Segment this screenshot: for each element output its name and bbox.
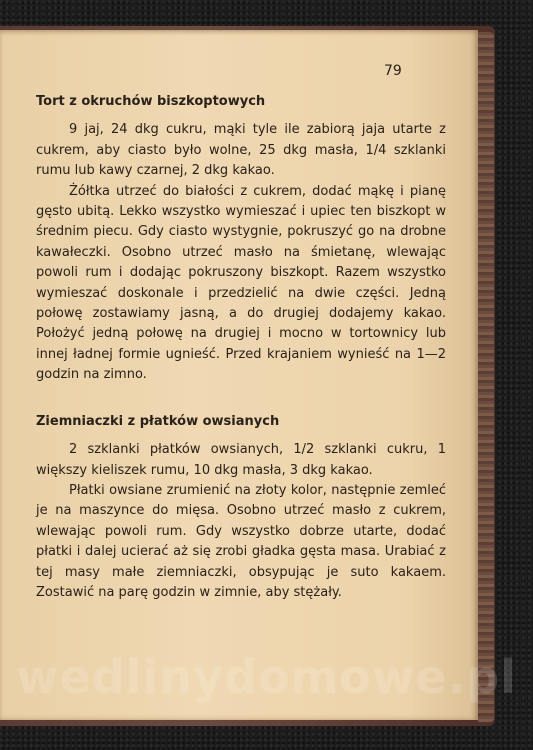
watermark-text: wedlinydomowe.pl: [16, 650, 517, 704]
recipe-title-2: Ziemniaczki z płatków owsianych: [36, 413, 280, 429]
recipe-2-ingredients: 2 szklanki płatków owsianych, 1/2 szklanki cukru, 1 większy kieliszek rumu, 10 dkg masła, 3 dkg kakao.: [36, 442, 446, 478]
book-page-edges: [478, 32, 494, 722]
recipe-2-instructions: Płatki owsiane zrumienić na złoty kolor, następnie zemleć je na maszynce do mięsa. Osobno utrzeć masło z cukrem, wlewając powoli rum. Gdy wszystko dobrze utarte, dodać płatki i dalej ucierać aż się zrobi gładka gęsta masa. Urabiać z tej masy małe ziemniaczki, obsypując je suto kakaem. Zostawić na parę godzin w zimnie, aby stężały.: [36, 482, 446, 600]
recipe-1-ingredients: 9 jaj, 24 dkg cukru, mąki tyle ile zabiorą jaja utarte z cukrem, aby ciasto było wolne, 25 dkg masła, 1/4 szklanki rumu lub kawy czarnej, 2 dkg kakao.: [36, 122, 446, 179]
page-number: 79: [384, 63, 402, 79]
book-page: [0, 30, 478, 720]
page-content: [36, 92, 446, 603]
recipe-title-1: Tort z okruchów biszkoptowych: [36, 94, 266, 109]
recipe-1-instructions: Żółtka utrzeć do białości z cukrem, dodać mąkę i pianę gęsto ubitą. Lekko wszystko wymieszać i upiec ten biszkopt w średnim piecu. Gdy ciasto wystygnie, pokruszyć go na drobne kawałeczki. Osobno utrzeć masło na śmietanę, wlewając powoli rum i dodając pokruszony biszkopt. Razem wszystko wymieszać doskonale i przedzielić na dwie części. Jedną połowę zostawiamy jasną, a do drugiej dodajemy kakao. Położyć jedną połowę na drugiej i mocno w tortownicy lub innej ładnej formie ugnieść. Przed krajaniem wynieść na 1—2 godzin na zimno.: [36, 183, 446, 383]
